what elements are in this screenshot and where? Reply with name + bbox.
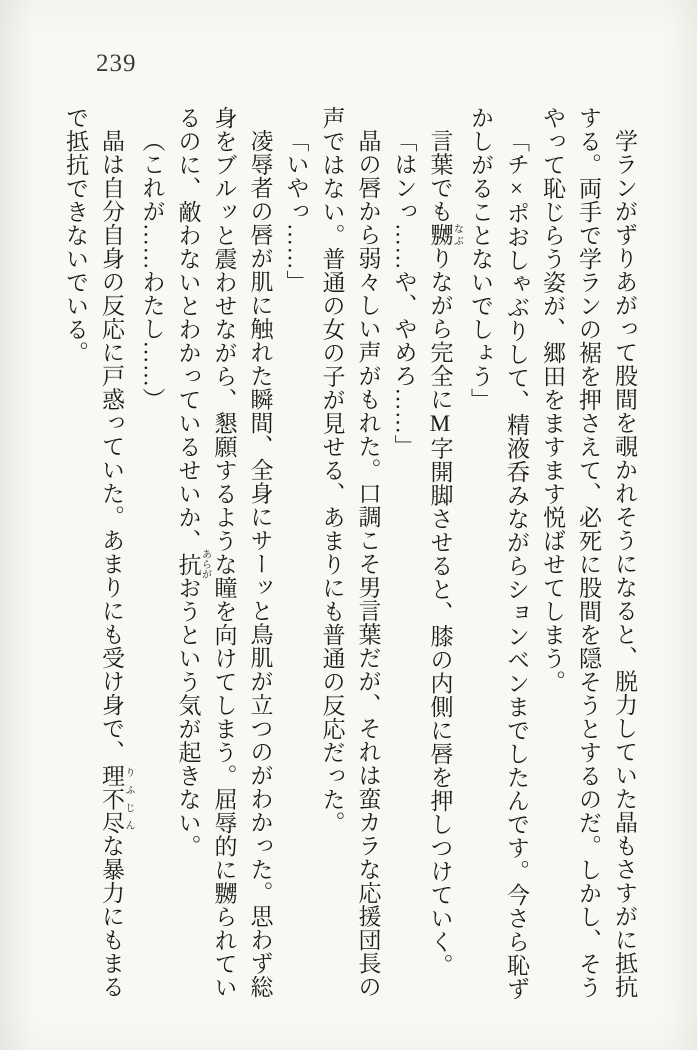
- upright-glyph: M: [427, 411, 453, 437]
- vertical-text-block: [62, 106, 642, 1002]
- paragraph: 「はンっ……や、やめろ……」: [391, 129, 417, 458]
- paragraph: 晶の唇から弱々しい声がもれた。口調こそ男言葉だが、それは蛮カラな応援団長の声ではない。普通の女の子が見せる、あまりにも普通の反応だった。: [319, 106, 381, 999]
- furigana-ruby: 抗 あらが: [175, 549, 211, 580]
- paragraph: 学ランがずりあがって股間を覗かれそうになると、脱力していた晶もさすがに抵抗する。両手で学ランの裾を押さえて、必死に股間を隠そうとするのだ。しかし、そうやって恥じらう姿が、郷田をますます悦ばせてしまう。: [540, 106, 637, 999]
- furigana-ruby: 嬲 なぶ: [427, 223, 463, 247]
- furigana-ruby: 理不尽 りふじん: [99, 763, 134, 834]
- paragraph: 凌辱者の唇が肌に触れた瞬間、全身にサーッと鳥肌が立つのがわかった。思わず総身をブルッと震わせながら、懇願するような瞳を向けてしまう。屈辱的に嬲られているのに、敵わないとわかっているせいか、抗 あらがおうという気が起きない。: [175, 106, 273, 999]
- paragraph: 「いやっ……」: [283, 129, 309, 294]
- paragraph: （これが……わたし……）: [139, 129, 165, 411]
- paragraph: 晶は自分自身の反応に戸惑っていた。あまりにも受け身で、理不尽 りふじんな暴力にもまるで抵抗できないでいる。: [63, 106, 134, 999]
- page-number: 239: [96, 50, 137, 77]
- paragraph: 言葉でも嬲 なぶりながら完全にM字開脚させると、膝の内側に唇を押しつけていく。: [427, 129, 463, 977]
- paragraph: 「チ×ポおしゃぶりして、精液呑みながらションベンまでしたんです。今さら恥ずかしがることないでしょう」: [468, 106, 529, 1001]
